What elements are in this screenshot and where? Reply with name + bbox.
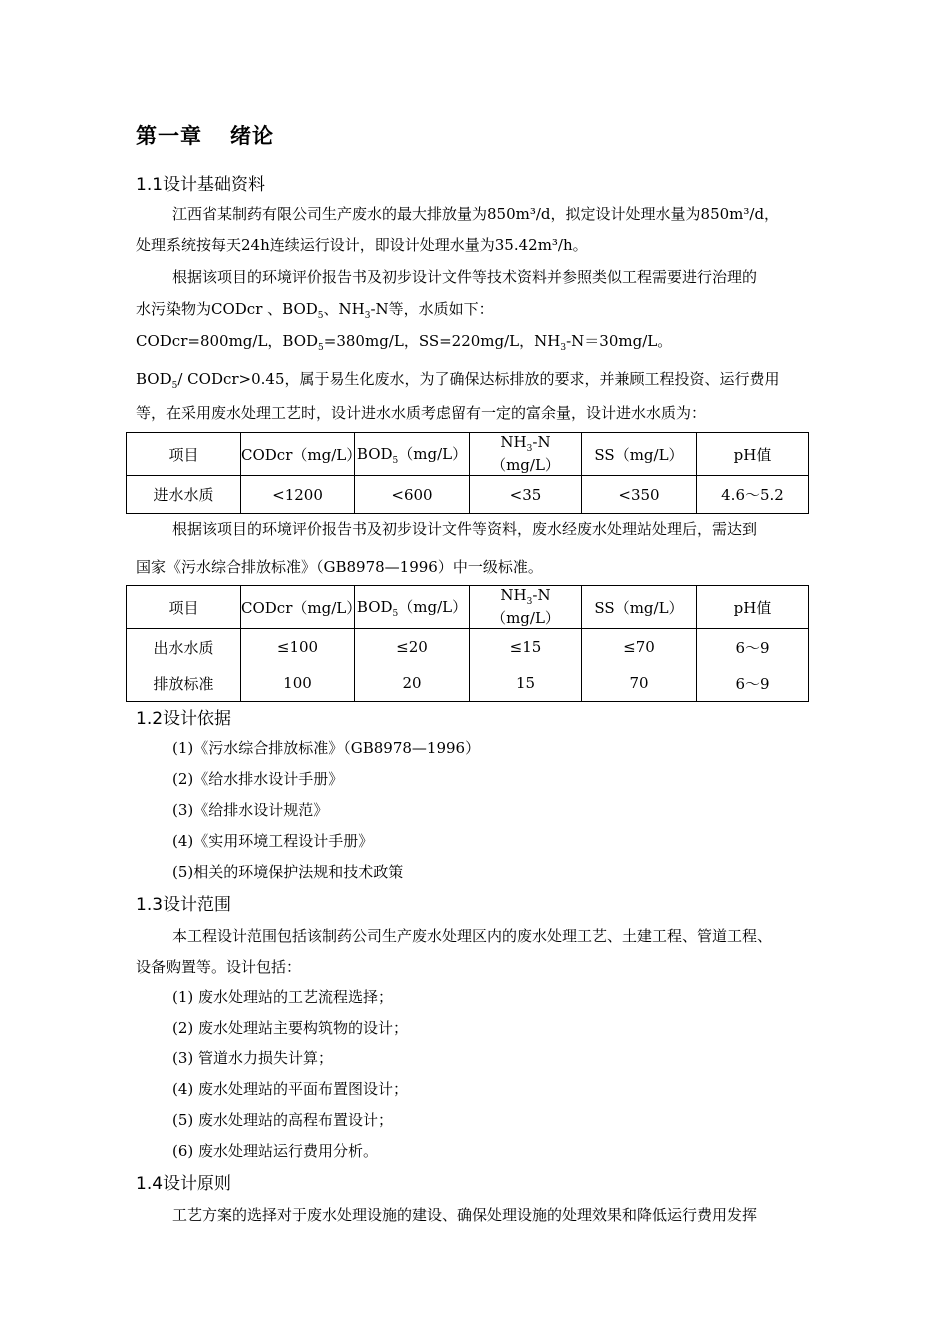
text-span: BOD [356,444,393,463]
table-cell: 100 [241,665,355,702]
section-heading-1-2: 1.2设计依据 [136,709,232,729]
text-span: BOD [356,597,393,616]
table-cell: 70 [582,665,697,702]
influent-quality-table [126,432,809,514]
text-span: -N（mg/L） [491,433,560,474]
text-span: BOD [136,370,172,388]
subscript: 3 [526,444,533,454]
table-cell: ≤20 [355,629,470,666]
subscript: 3 [526,597,533,607]
table-cell: 20 [355,665,470,702]
paragraph: 设备购置等。设计包括： [136,958,302,976]
table-cell: 6～9 [697,665,809,702]
paragraph: 根据该项目的环境评价报告书及初步设计文件等资料，废水经废水处理站处理后，需达到 [172,520,758,538]
table-cell: <600 [355,476,470,514]
table-cell: <1200 [241,476,355,514]
text-span: -N（mg/L） [491,586,560,627]
paragraph [136,330,672,353]
section-heading-1-1: 1.1设计基础资料 [136,175,266,195]
table-row [127,629,809,666]
paragraph: 江西省某制药有限公司生产废水的最大排放量为850m³/d，拟定设计处理水量为850m³/d， [172,205,780,223]
paragraph: 本工程设计范围包括该制药公司生产废水处理区内的废水处理工艺、土建工程、管道工程、 [172,927,773,945]
list-item: (4)《实用环境工程设计手册》 [172,832,374,850]
text-span: CODcr=800mg/L，BOD [136,332,319,350]
table-cell: ≤15 [470,629,582,666]
text-span: 、NH [323,300,365,318]
table-header-cell: pH值 [697,586,809,629]
table-cell: 进水水质 [127,476,241,514]
text-span: NH [500,433,527,451]
table-header-cell [470,433,582,476]
paragraph: 工艺方案的选择对于废水处理设施的建设、确保处理设施的处理效果和降低运行费用发挥 [172,1206,758,1224]
table-header-cell: SS（mg/L） [582,586,697,629]
table-header-cell: CODcr（mg/L） [241,433,355,476]
subscript: 5 [171,381,178,391]
list-item: (3) 管道水力损失计算； [172,1049,334,1067]
paragraph [136,298,494,321]
table-header-cell [355,586,470,629]
table-header-cell: pH值 [697,433,809,476]
text-span: 水污染物为CODcr 、BOD [136,300,318,318]
list-item: (1)《污水综合排放标准》（GB8978—1996） [172,739,481,757]
table-header-row [127,433,809,476]
table-header-cell: SS（mg/L） [582,433,697,476]
effluent-quality-table [126,585,809,702]
subscript: 5 [317,311,324,321]
text-span: NH [500,586,527,604]
table-cell: <350 [582,476,697,514]
list-item: (4) 废水处理站的平面布置图设计； [172,1080,409,1098]
list-item: (2)《给水排水设计手册》 [172,770,344,788]
subscript: 5 [318,343,324,353]
paragraph: 国家《污水综合排放标准》（GB8978—1996）中一级标准。 [136,558,543,576]
subscript: 5 [392,455,399,466]
paragraph: 根据该项目的环境评价报告书及初步设计文件等技术资料并参照类似工程需要进行治理的 [172,268,758,286]
list-item: (2) 废水处理站主要构筑物的设计； [172,1019,409,1037]
table-cell: <35 [470,476,582,514]
table-cell: 排放标准 [127,665,241,702]
table-cell: 15 [470,665,582,702]
table-row [127,476,809,514]
subscript: 3 [364,311,371,321]
text-span: （mg/L） [398,597,468,616]
subscript: 5 [392,608,399,619]
chapter-title [136,120,274,150]
list-item: (3)《给排水设计规范》 [172,801,329,819]
chapter-number: 第一章 [136,124,202,148]
table-cell: ≤70 [582,629,697,666]
paragraph: 等，在采用废水处理工艺时，设计进水水质考虑留有一定的富余量，设计进水水质为： [136,404,707,422]
section-heading-1-4: 1.4设计原则 [136,1174,232,1194]
text-span: =380mg/L，SS=220mg/L，NH [323,332,561,350]
table-header-cell [355,433,470,476]
table-header-cell: CODcr（mg/L） [241,586,355,629]
text-span: -N＝30mg/L。 [566,332,673,350]
table-cell: ≤100 [241,629,355,666]
paragraph: 处理系统按每天24h连续运行设计，即设计处理水量为35.42m³/h。 [136,236,588,254]
table-header-row [127,586,809,629]
section-heading-1-3: 1.3设计范围 [136,895,232,915]
chapter-name: 绪论 [230,124,274,148]
table-cell: 6～9 [697,629,809,666]
table-header-cell [470,586,582,629]
list-item: (5) 废水处理站的高程布置设计； [172,1111,394,1129]
list-item: (6) 废水处理站运行费用分析。 [172,1142,379,1160]
subscript: 3 [560,343,567,353]
text-span: / CODcr>0.45，属于易生化废水，为了确保达标排放的要求，并兼顾工程投资、运行费用 [177,370,780,388]
list-item: (5)相关的环境保护法规和技术政策 [172,863,404,881]
table-header-cell: 项目 [127,433,241,476]
list-item: (1) 废水处理站的工艺流程选择； [172,988,394,1006]
table-row [127,665,809,702]
paragraph [136,368,780,391]
table-header-cell: 项目 [127,586,241,629]
table-cell: 4.6～5.2 [697,476,809,514]
table-cell: 出水水质 [127,629,241,666]
text-span: -N等，水质如下： [370,300,494,318]
text-span: （mg/L） [398,444,468,463]
